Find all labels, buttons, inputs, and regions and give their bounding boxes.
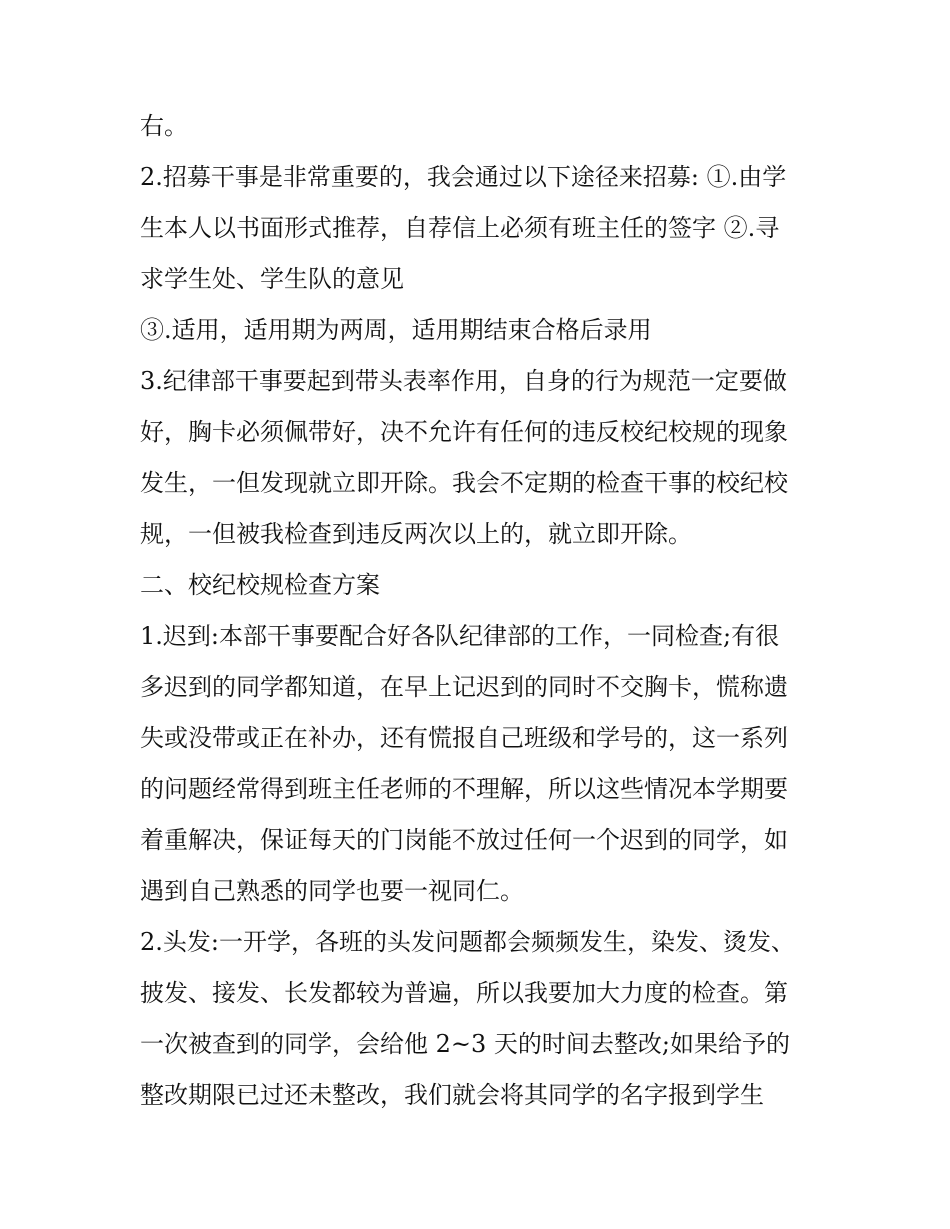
text-line: 求学生处、学生队的意见 <box>140 265 404 293</box>
text-line: ③.适用，适用期为两周，适用期结束合格后录用 <box>140 316 652 344</box>
text-line: 遇到自己熟悉的同学也要一视同仁。 <box>140 877 524 905</box>
text-line: 2.头发:一开学，各班的头发问题都会频频发生，染发、烫发、 <box>140 928 795 956</box>
text-line: 规，一但被我检查到违反两次以上的，就立即开除。 <box>140 520 692 548</box>
text-line: 披发、接发、长发都较为普遍，所以我要加大力度的检查。第 <box>140 979 788 1007</box>
text-line: 1.迟到:本部干事要配合好各队纪律部的工作，一同检查;有很 <box>140 622 780 650</box>
section-heading: 二、校纪校规检查方案 <box>140 571 380 599</box>
text-line: 发生，一但发现就立即开除。我会不定期的检查干事的校纪校 <box>140 469 788 497</box>
text-line: 右。 <box>140 112 188 140</box>
text-line: 失或没带或正在补办，还有慌报自己班级和学号的，这一系列 <box>140 724 788 752</box>
text-line: 着重解决，保证每天的门岗能不放过任何一个迟到的同学，如 <box>140 826 788 854</box>
text-line: 整改期限已过还未整改，我们就会将其同学的名字报到学生 <box>140 1081 764 1109</box>
text-line: 多迟到的同学都知道，在早上记迟到的同时不交胸卡，慌称遗 <box>140 673 788 701</box>
text-line: 的问题经常得到班主任老师的不理解，所以这些情况本学期要 <box>140 775 788 803</box>
text-line: 一次被查到的同学，会给他 2~3 天的时间去整改;如果给予的 <box>140 1030 790 1058</box>
text-line: 好，胸卡必须佩带好，决不允许有任何的违反校纪校规的现象 <box>140 418 788 446</box>
text-line: 生本人以书面形式推荐，自荐信上必须有班主任的签字 ②.寻 <box>140 214 780 242</box>
text-line: 2.招募干事是非常重要的，我会通过以下途径来招募: ①.由学 <box>140 163 787 191</box>
text-line: 3.纪律部干事要起到带头表率作用，自身的行为规范一定要做 <box>140 367 787 395</box>
document-body <box>140 101 830 1121</box>
